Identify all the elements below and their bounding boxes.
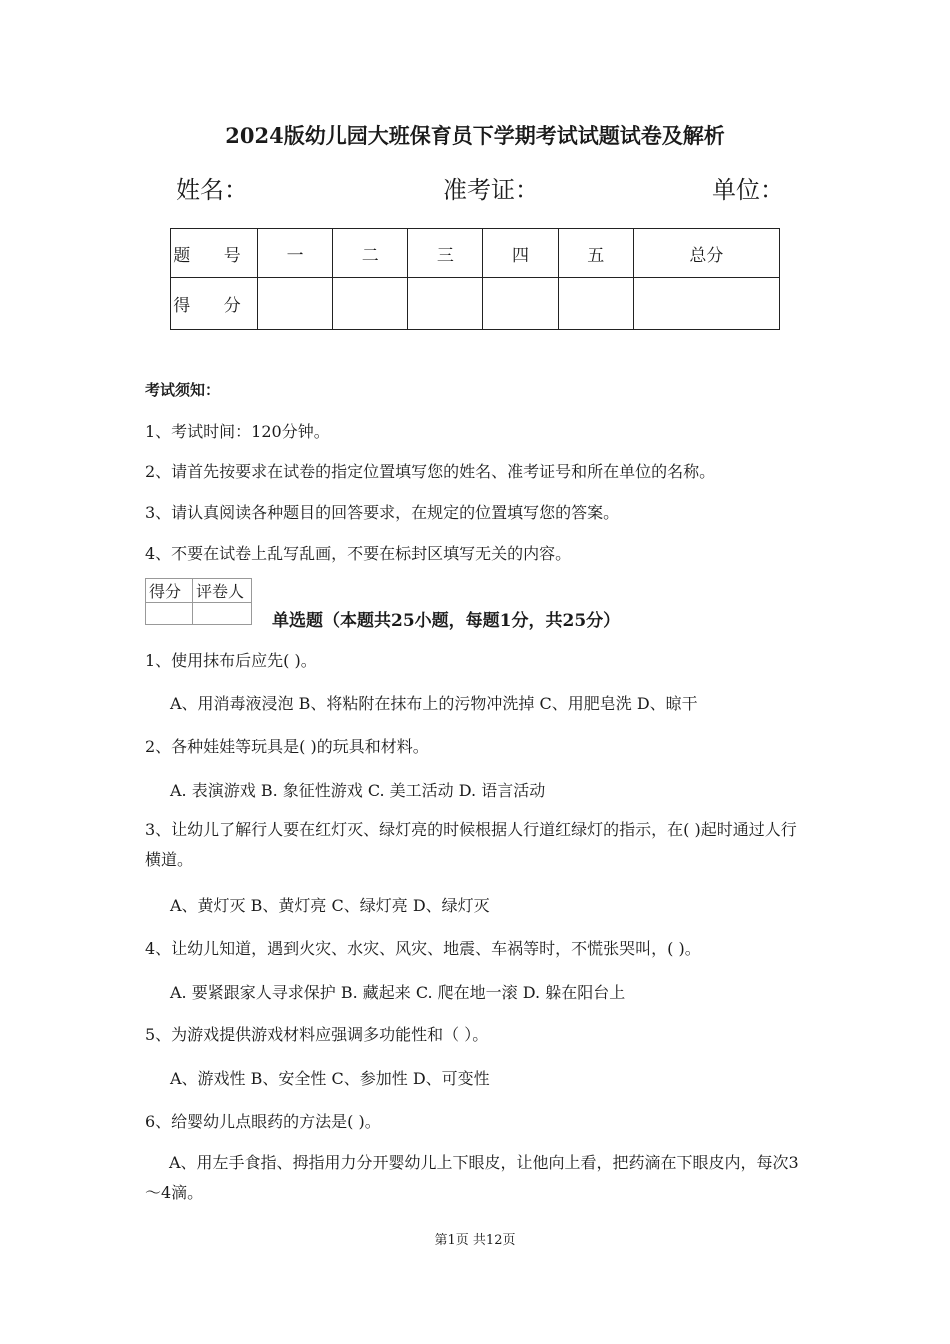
grader-score-cell[interactable] [146,603,193,625]
question-options: A、用消毒液浸泡 B、将粘附在抹布上的污物冲洗掉 C、用肥皂洗 D、晾干 [170,694,698,713]
question-stem: 6、给婴幼儿点眼药的方法是( )。 [145,1112,381,1131]
score-cell-3[interactable] [408,278,483,330]
document-title: 2024版幼儿园大班保育员下学期考试试题试卷及解析 [225,123,725,148]
grader-name-label: 评卷人 [193,579,252,603]
question-number-label: 题 号 [171,229,258,278]
score-label: 得 分 [171,278,258,330]
notice-heading: 考试须知： [145,381,221,399]
unit-field-label: 单位： [712,176,784,204]
score-cell-total[interactable] [633,278,779,330]
section-2-header: 二 [333,229,408,278]
exam-number-field-label: 准考证： [443,176,539,204]
question-options: A. 要紧跟家人寻求保护 B. 藏起来 C. 爬在地一滚 D. 躲在阳台上 [170,983,626,1002]
question-stem: 3、让幼儿了解行人要在红灯灭、绿灯亮的时候根据人行道红绿灯的指示，在( )起时通过人行横道。 [145,820,797,869]
question-stem: 4、让幼儿知道，遇到火灾、水灾、风灾、地震、车祸等时，不慌张哭叫，( )。 [145,939,701,958]
question-options: A、用左手食指、拇指用力分开婴幼儿上下眼皮，让他向上看，把药滴在下眼皮内，每次3～4滴。 [145,1153,799,1202]
score-cell-5[interactable] [558,278,633,330]
notice-item: 3、请认真阅读各种题目的回答要求，在规定的位置填写您的答案。 [145,503,620,522]
total-header: 总分 [633,229,779,278]
question-stem: 5、为游戏提供游戏材料应强调多功能性和（ ）。 [145,1025,489,1044]
grader-name-cell[interactable] [193,603,252,625]
page-footer: 第1页 共12页 [434,1233,516,1248]
grader-box [145,578,252,625]
notice-item: 4、不要在试卷上乱写乱画，不要在标封区填写无关的内容。 [145,544,572,563]
question-stem: 2、各种娃娃等玩具是( )的玩具和材料。 [145,737,429,756]
grader-score-label: 得分 [146,579,193,603]
question-stem: 1、使用抹布后应先( )。 [145,651,317,670]
question-options: A. 表演游戏 B. 象征性游戏 C. 美工活动 D. 语言活动 [170,781,546,800]
notice-item: 1、考试时间：120分钟。 [145,422,330,441]
section-4-header: 四 [483,229,558,278]
score-cell-2[interactable] [333,278,408,330]
score-table [170,228,780,330]
score-table-header-row [171,229,780,278]
notice-item: 2、请首先按要求在试卷的指定位置填写您的姓名、准考证号和所在单位的名称。 [145,462,716,481]
score-cell-4[interactable] [483,278,558,330]
section-title: 单选题（本题共25小题，每题1分，共25分） [272,611,621,631]
name-field-label: 姓名： [176,176,248,204]
section-3-header: 三 [408,229,483,278]
score-cell-1[interactable] [258,278,333,330]
section-1-header: 一 [258,229,333,278]
section-5-header: 五 [558,229,633,278]
question-options: A、游戏性 B、安全性 C、参加性 D、可变性 [170,1069,490,1088]
question-options: A、黄灯灭 B、黄灯亮 C、绿灯亮 D、绿灯灭 [170,896,490,915]
score-table-score-row [171,278,780,330]
